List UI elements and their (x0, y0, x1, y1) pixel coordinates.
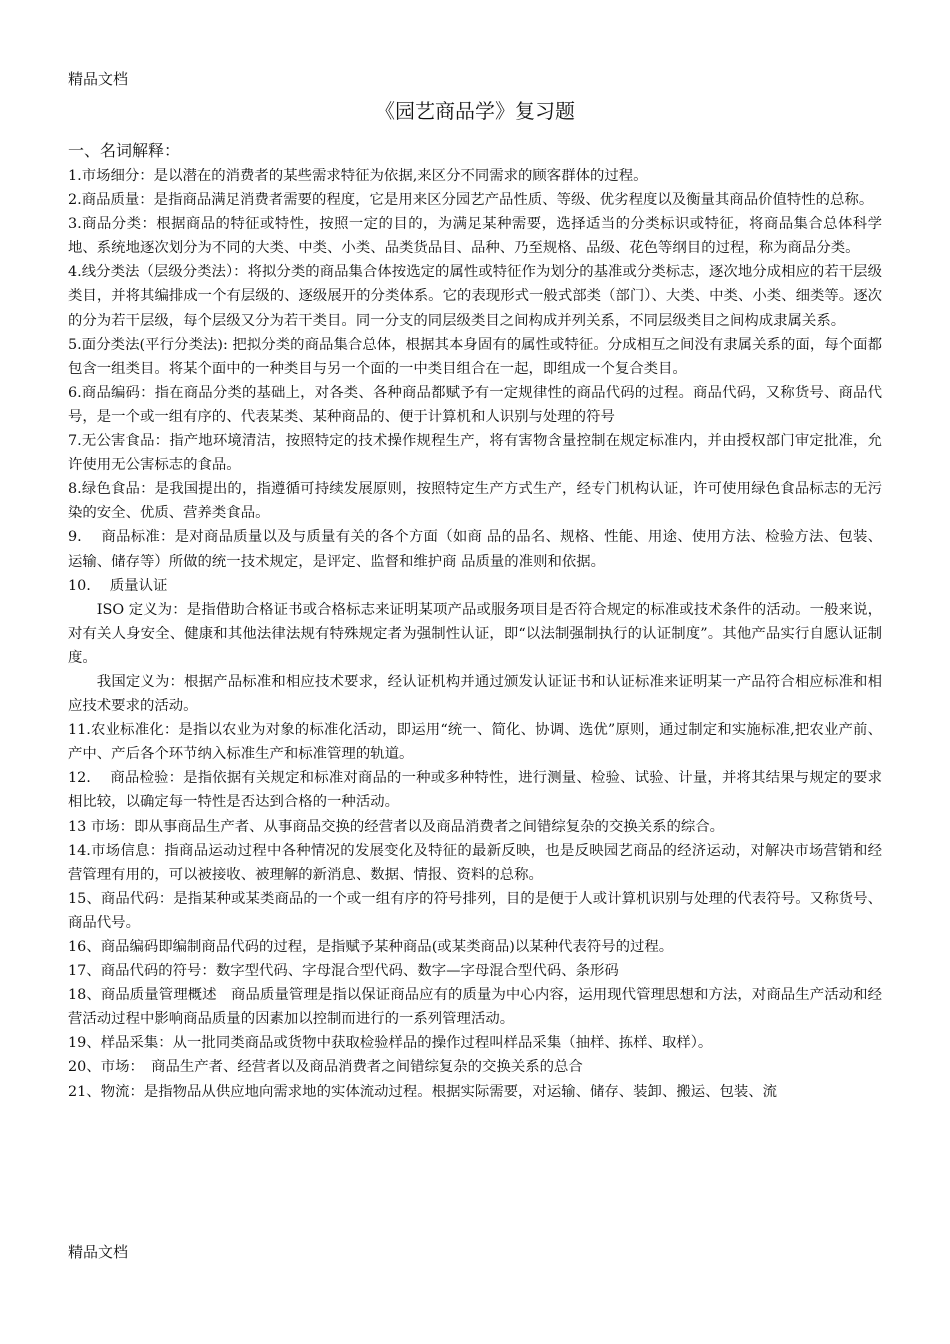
paragraph-13: 13 市场：即从事商品生产者、从事商品交换的经营者以及商品消费者之间错综复杂的交换关系的综合。 (68, 818, 725, 835)
paragraph-4: 4.线分类法（层级分类法）：将拟分类的商品集合体按选定的属性或特征作为划分的基准或分类标志，逐次地分成相应的若干层级类目，并将其编排成一个有层级的、逐级展开的分类体系。它的表现形式一般式部类（部门）、大类、中类、小类、细类等。逐次的分为若干层级，每个层级又分为若干类目。同一分支的同层级类目之间构成并列关系，不同层级类目之间构成隶属关系。 (68, 264, 882, 329)
paragraph-1: 1.市场细分：是以潜在的消费者的某些需求特征为依据,来区分不同需求的顾客群体的过程。 (68, 168, 648, 184)
paragraph-18: 18、商品质量管理概述 商品质量管理是指以保证商品应有的质量为中心内容，运用现代管理思想和方法，对商品生产活动和经营活动过程中影响商品质量的因素加以控制而进行的一系列管理活动。 (68, 987, 882, 1028)
paragraph-5: 5.面分类法(平行分类法): 把拟分类的商品集合总体，根据其本身固有的属性或特征。分成相互之间没有隶属关系的面，每个面都包含一组类目。将某个面中的一种类目与另一个面的一中类目组合在一起，即组成一个复合类目。 (68, 336, 882, 377)
paragraph-8: 8.绿色食品：是我国提出的，指遵循可持续发展原则，按照特定生产方式生产，经专门机构认证，许可使用绿色食品标志的无污染的安全、优质、营养类食品。 (68, 481, 882, 522)
paragraph-15: 15、商品代码：是指某种或某类商品的一个或一组有序的符号排列，目的是便于人或计算机识别与处理的代表符号。又称货号、商品代号。 (68, 890, 882, 931)
footer-watermark: 精品文档 (68, 1243, 129, 1261)
paragraph-20: 20、市场： 商品生产者、经营者以及商品消费者之间错综复杂的交换关系的总合 (68, 1059, 583, 1076)
paragraph-11: 11.农业标准化：是指以农业为对象的标准化活动，即运用“统一、简化、协调、选优”原则，通过制定和实施标准,把农业产前、产中、产后各个环节纳入标准生产和标准管理的轨道。 (68, 722, 882, 763)
paragraph-14: 14.市场信息：指商品运动过程中各种情况的发展变化及特征的最新反映，也是反映园艺商品的经济运动，对解决市场营销和经营管理有用的，可以被接收、被理解的新消息、数据、情报、资料的总称。 (68, 842, 882, 883)
section-heading: 一、名词解释： (68, 141, 181, 160)
paragraph-6: 6.商品编码：指在商品分类的基础上，对各类、各种商品都赋予有一定规律性的商品代码的过程。商品代码，又称货号、商品代号，是一个或一组有序的、代表某类、某种商品的、便于计算机和人识别与处理的符号 (68, 384, 882, 425)
paragraph-16: 16、商品编码即编制商品代码的过程，是指赋予某种商品(或某类商品)以某种代表符号的过程。 (68, 939, 674, 955)
paragraph-19: 19、样品采集：从一批同类商品或货物中获取检验样品的操作过程叫样品采集（抽样、拣样、取样）。 (68, 1035, 713, 1052)
paragraph-17: 17、商品代码的符号：数字型代码、字母混合型代码、数字—字母混合型代码、条形码 (68, 963, 619, 980)
document-title: 《园艺商品学》复习题 (375, 99, 575, 123)
paragraph-21: 21、物流：是指物品从供应地向需求地的实体流动过程。根据实际需要，对运输、储存、装卸、搬运、包装、流 (68, 1083, 778, 1100)
header-watermark: 精品文档 (68, 70, 129, 88)
paragraph-10: 10. 质量认证 (68, 577, 168, 594)
paragraph-9: 9. 商品标准：是对商品质量以及与质量有关的各个方面（如商 品的品名、规格、性能、用途、使用方法、检验方法、包装、 运输、储存等）所做的统一技术规定，是评定、监督和维护商 品质量的准则和依据。 (68, 529, 882, 570)
document-body (68, 138, 882, 1104)
paragraph-3: 3.商品分类：根据商品的特征或特性，按照一定的目的，为满足某种需要，选择适当的分类标识或特征，将商品集合总体科学地、系统地逐次划分为不同的大类、中类、小类、品类货品目、品种、乃至规格、品级、花色等纲目的过程，称为商品分类。 (68, 216, 882, 257)
paragraph-2: 2.商品质量：是指商品满足消费者需要的程度，它是用来区分园艺产品性质、等级、优劣程度以及衡量其商品价值特性的总称。 (68, 192, 874, 209)
paragraph-12: 12. 商品检验：是指依据有关规定和标准对商品的一种或多种特性，进行测量、检验、试验、计量，并将其结果与规定的要求相比较，以确定每一特性是否达到合格的一种活动。 (68, 770, 882, 811)
paragraph-10-iso: ISO 定义为：是指借助合格证书或合格标志来证明某项产品或服务项目是否符合规定的标准或技术条件的活动。一般来说，对有关人身安全、健康和其他法律法规有特殊规定者为强制性认证，即“以法制强制执行的认证制度”。其他产品实行自愿认证制度。 (68, 601, 882, 666)
paragraph-10-cn: 我国定义为：根据产品标准和相应技术要求，经认证机构并通过颁发认证证书和认证标准来证明某一产品符合相应标准和相应技术要求的活动。 (68, 673, 882, 715)
paragraph-7: 7.无公害食品：指产地环境清洁，按照特定的技术操作规程生产，将有害物含量控制在规定标准内，并由授权部门审定批准，允许使用无公害标志的食品。 (68, 433, 882, 474)
